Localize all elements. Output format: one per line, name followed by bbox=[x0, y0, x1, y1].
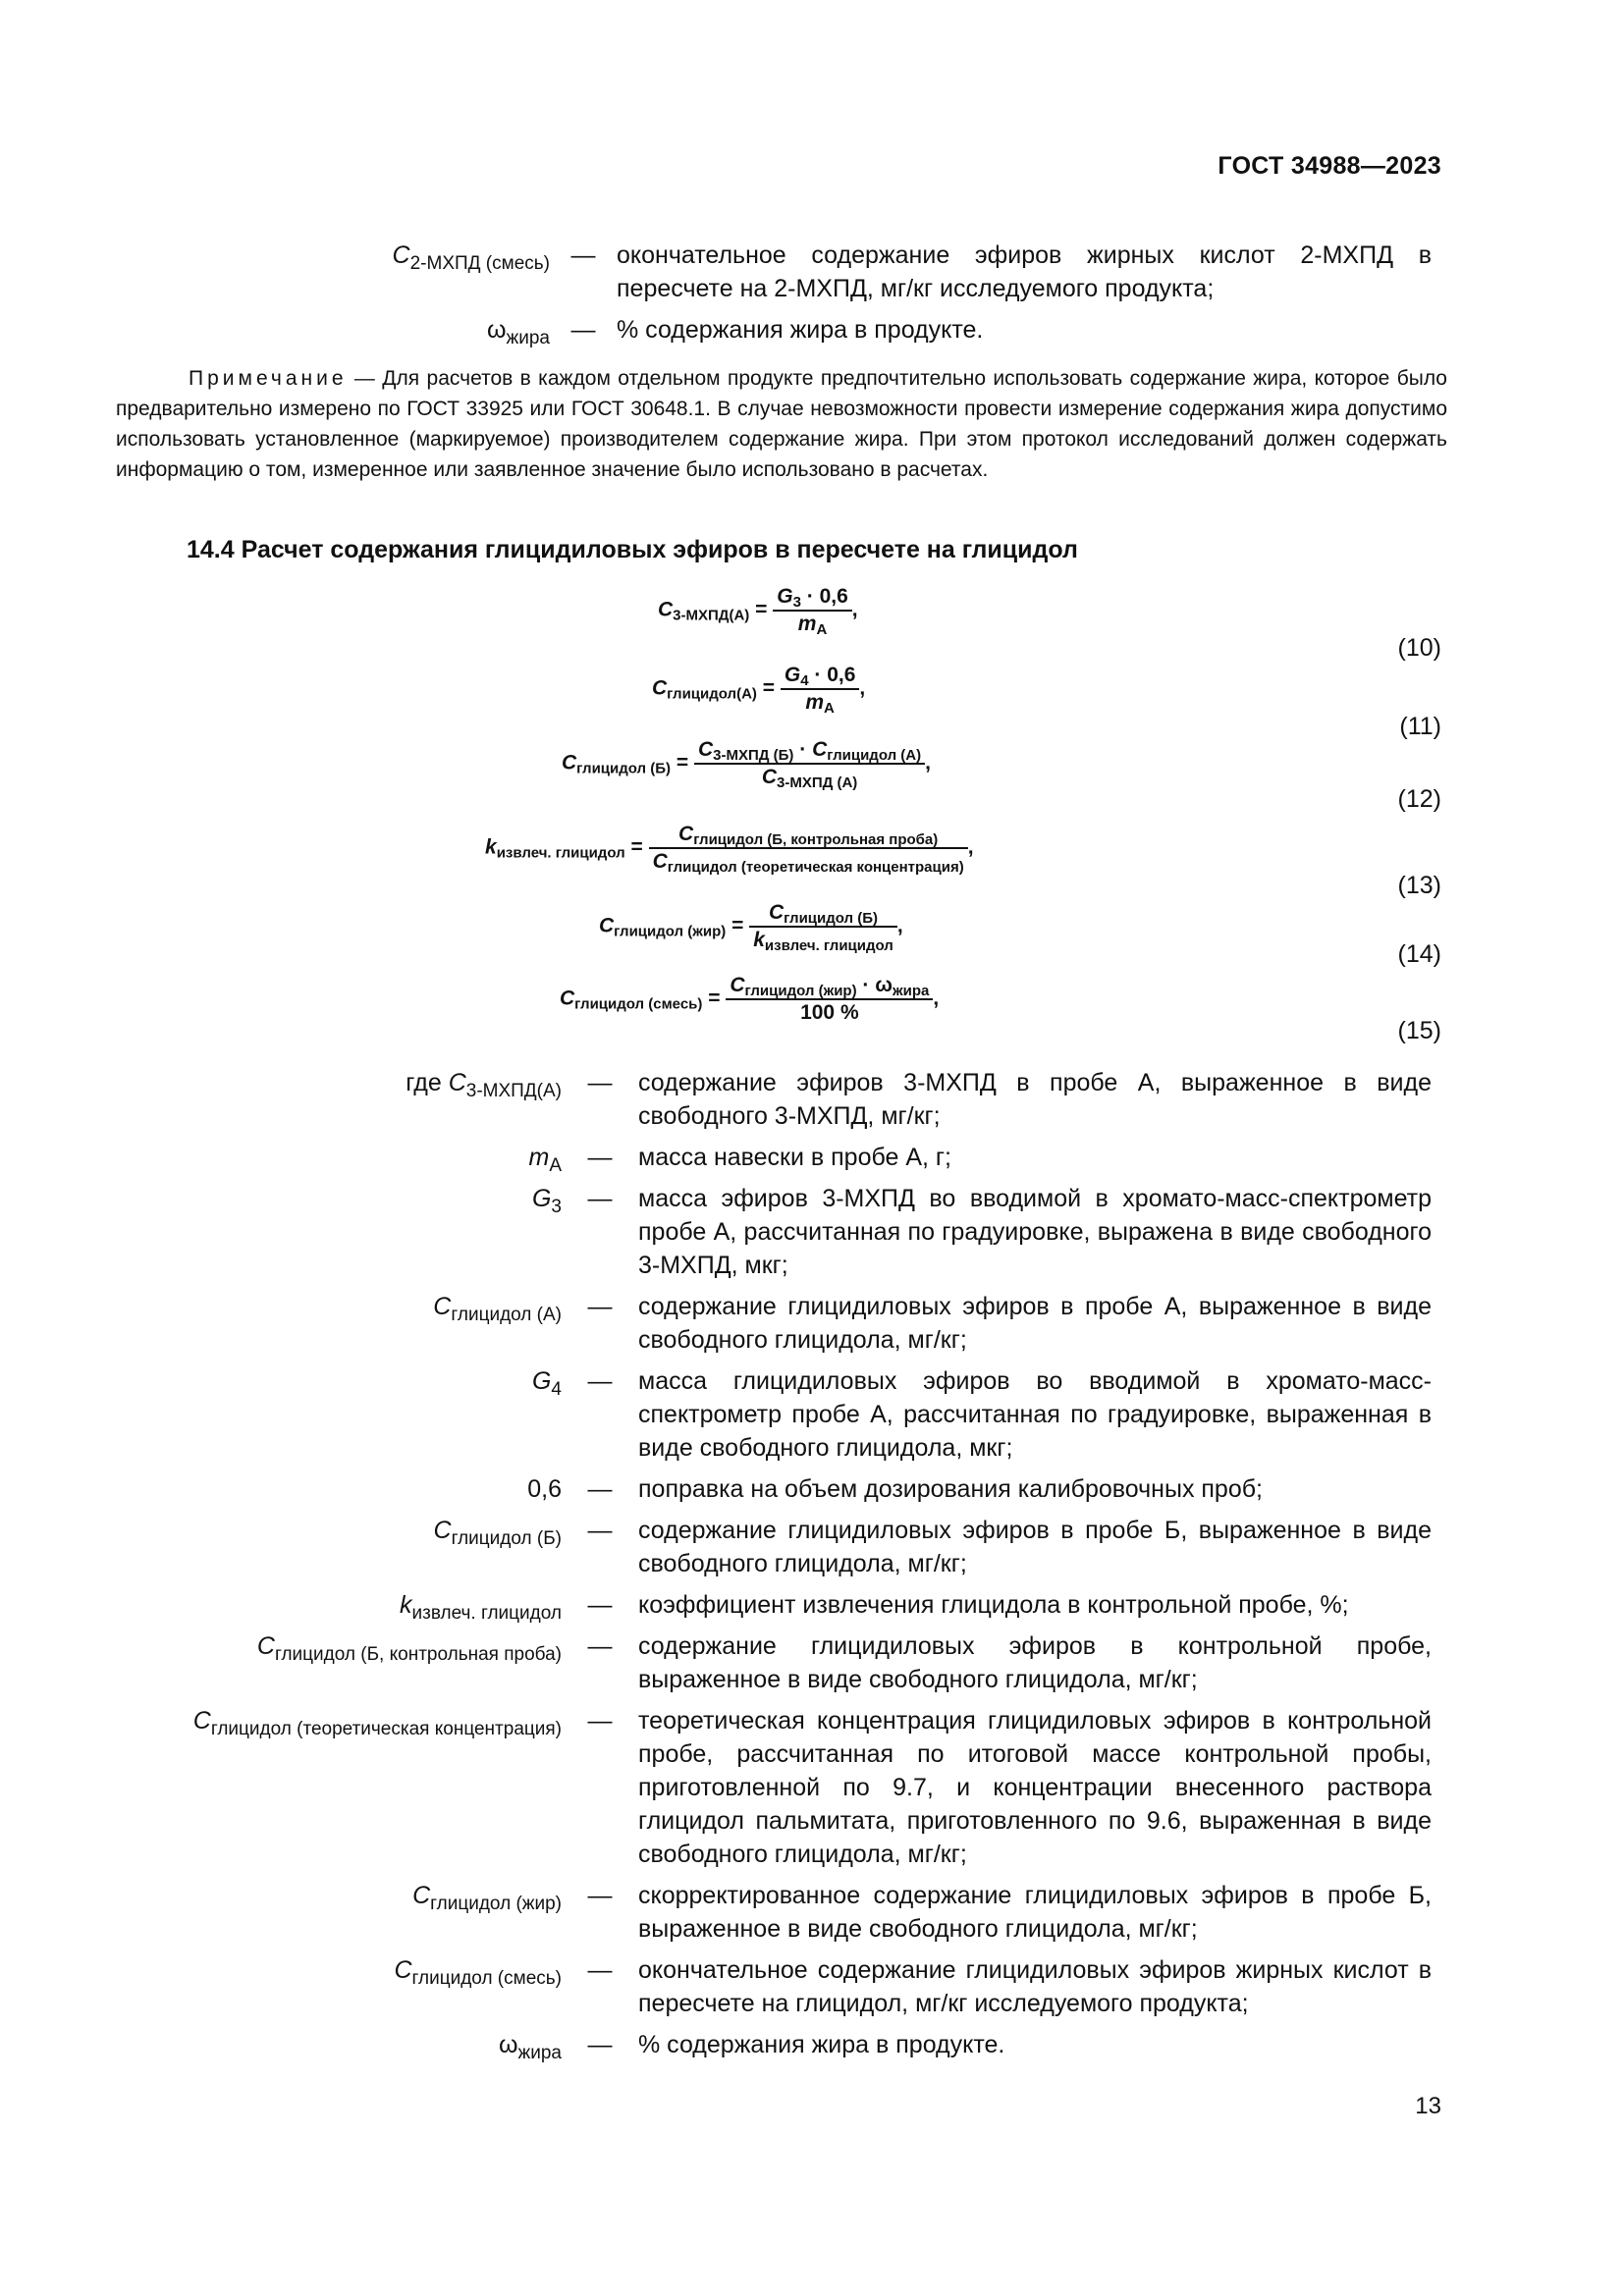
definition-symbol: $\omega_{жира}$ bbox=[487, 316, 550, 348]
definition-dash: — bbox=[587, 2031, 613, 2058]
definition-symbol: $G_4$ bbox=[531, 1367, 562, 1400]
definition-dash: — bbox=[587, 1144, 613, 1171]
definition-row bbox=[0, 1953, 1624, 2020]
definition-row bbox=[0, 239, 1624, 305]
definition-symbol: $C_{глицидол (жир)}$ bbox=[412, 1882, 562, 1914]
definition-symbol: 0,6 bbox=[527, 1475, 562, 1503]
definition-text: окончательное содержание эфиров жирных кислот 2-МХПД в пересчете на 2-МХПД, мг/кг исследуемого продукта; bbox=[617, 241, 1432, 302]
note-paragraph bbox=[116, 363, 1447, 485]
definition-row bbox=[0, 1364, 1624, 1465]
definition-symbol: $k_{извлеч. глицидол}$ bbox=[400, 1591, 562, 1624]
definition-row bbox=[0, 1588, 1624, 1622]
equation-number: (12) bbox=[1397, 785, 1441, 813]
definition-dash: — bbox=[587, 1591, 613, 1619]
definition-row bbox=[0, 1182, 1624, 1282]
definition-row bbox=[0, 1704, 1624, 1871]
equation-12: $C_{глицидол (Б)}$ = $\frac{C_{3-МХПД (Б)} \cdot C_{глицидол (А)}}{C_{3-МХПД (А)}}$ , bbox=[562, 738, 931, 791]
definition-symbol: $C_{глицидол (Б)}$ bbox=[433, 1517, 562, 1549]
definition-dash: — bbox=[587, 1185, 613, 1212]
equation-number: (15) bbox=[1397, 1017, 1441, 1044]
definition-dash: — bbox=[587, 1882, 613, 1909]
definition-row bbox=[0, 2028, 1624, 2061]
definition-dash: — bbox=[587, 1367, 613, 1395]
definition-text: теоретическая концентрация глицидиловых эфиров в контрольной пробе, рассчитанная по итоговой массе контрольной пробы, приготовленной по 9.7, и концентрации внесенного раствора глицидол пальмитата, приготовленного по 9.6, выраженная в виде свободного глицидола, мг/кг; bbox=[638, 1707, 1432, 1868]
equation-14: $C_{глицидол (жир)}$ = $\frac{C_{глицидол (Б)}}{k_{извлеч. глицидол}}$ , bbox=[599, 901, 903, 954]
definition-text: скорректированное содержание глицидиловых эфиров в пробе Б, выраженное в виде свободного глицидола, мг/кг; bbox=[638, 1882, 1432, 1943]
section-heading: 14.4 Расчет содержания глицидиловых эфиров в пересчете на глицидол bbox=[187, 536, 1078, 563]
definition-text: окончательное содержание глицидиловых эфиров жирных кислот в пересчете на глицидол, мг/кг исследуемого продукта; bbox=[638, 1956, 1432, 2017]
definition-symbol: $C_{глицидол (смесь)}$ bbox=[394, 1956, 562, 1989]
definition-text: содержание глицидиловых эфиров в пробе Б, выраженное в виде свободного глицидола, мг/кг; bbox=[638, 1517, 1432, 1577]
definition-row bbox=[0, 1066, 1624, 1133]
definition-dash: — bbox=[587, 1632, 613, 1660]
definition-row bbox=[0, 1472, 1624, 1506]
definition-symbol: $C_{2-МХПД (смесь)}$ bbox=[392, 241, 550, 274]
definition-text: поправка на объем дозирования калибровочных проб; bbox=[638, 1475, 1263, 1503]
document-header: ГОСТ 34988—2023 bbox=[1218, 152, 1441, 180]
definition-text: содержание эфиров 3-МХПД в пробе А, выраженное в виде свободного 3-МХПД, мг/кг; bbox=[638, 1069, 1432, 1130]
definition-dash: — bbox=[570, 316, 596, 344]
definition-text: масса эфиров 3-МХПД во вводимой в хромато-масс-спектрометр пробе А, рассчитанная по градуировке, выраженa в виде свободного 3-МХПД, мкг; bbox=[638, 1185, 1432, 1279]
definition-symbol: где $C_{3-МХПД(А)}$ bbox=[406, 1069, 562, 1101]
definition-dash: — bbox=[587, 1069, 613, 1096]
equation-number: (11) bbox=[1399, 713, 1441, 740]
equation-number: (13) bbox=[1397, 872, 1441, 899]
top-definitions bbox=[0, 239, 1624, 354]
definition-symbol: $m_А$ bbox=[528, 1144, 562, 1176]
definition-dash: — bbox=[587, 1956, 613, 1984]
definition-row bbox=[0, 1290, 1624, 1357]
definition-dash: — bbox=[587, 1517, 613, 1544]
equation-10: $C_{3-МХПД(А)}$ = $\frac{G_3 \cdot 0,6}{m_А}$ , bbox=[658, 585, 858, 638]
equation-15: $C_{глицидол (смесь)}$ = $\frac{C_{глицидол (жир)} \cdot \omega_{жира}}{100 \%}$ , bbox=[560, 974, 940, 1024]
where-definitions bbox=[0, 1066, 1624, 2069]
definition-dash: — bbox=[587, 1293, 613, 1320]
definition-row bbox=[0, 1629, 1624, 1696]
definition-symbol: $C_{глицидол (теоретическая концентрация)}$ bbox=[192, 1707, 562, 1739]
note-label: Примечание bbox=[189, 367, 348, 390]
definition-text: содержание глицидиловых эфиров в контрольной пробе, выраженное в виде свободного глицидола, мг/кг; bbox=[638, 1632, 1432, 1693]
definition-text: коэффициент извлечения глицидола в контрольной пробе, %; bbox=[638, 1591, 1349, 1619]
definition-dash: — bbox=[587, 1475, 613, 1503]
definition-text: содержание глицидиловых эфиров в пробе А, выраженное в виде свободного глицидола, мг/кг; bbox=[638, 1293, 1432, 1354]
definition-text: масса глицидиловых эфиров во вводимой в хромато-масс-спектрометр пробе А, рассчитанная по градуировке, выраженная в виде свободного глицидола, мкг; bbox=[638, 1367, 1432, 1462]
definition-symbol: $C_{глицидол (Б, контрольная проба)}$ bbox=[256, 1632, 562, 1665]
definition-row bbox=[0, 1514, 1624, 1580]
definition-row bbox=[0, 313, 1624, 347]
definition-row bbox=[0, 1141, 1624, 1174]
definition-dash: — bbox=[570, 241, 596, 269]
equation-11: $C_{глицидол(А)}$ = $\frac{G_4 \cdot 0,6}{m_А}$ , bbox=[652, 664, 866, 717]
page-number: 13 bbox=[1415, 2093, 1441, 2119]
definition-text: % содержания жира в продукте. bbox=[617, 316, 984, 344]
definition-symbol: $C_{глицидол (А)}$ bbox=[433, 1293, 562, 1325]
definition-dash: — bbox=[587, 1707, 613, 1735]
equation-13: $k_{извлеч. глицидол}$ = $\frac{C_{глицидол (Б, контрольная проба)}}{C_{глицидол (теоретическая концентрация)}}$ , bbox=[485, 823, 974, 876]
equation-number: (10) bbox=[1397, 634, 1441, 662]
definition-symbol: $G_3$ bbox=[531, 1185, 562, 1217]
definition-text: % содержания жира в продукте. bbox=[638, 2031, 1005, 2058]
note-text: — Для расчетов в каждом отдельном продукте предпочтительно использовать содержание жира, которое было предварительно измерено по ГОСТ 33925 или ГОСТ 30648.1. В случае невозможности провести измерение содержания жира допустимо использовать установленное (маркируемое) производителем содержание жира. При этом протокол исследований должен содержать информацию о том, измеренное или заявленное значение было использовано в расчетах. bbox=[116, 367, 1447, 481]
definition-symbol: $\omega_{жира}$ bbox=[499, 2031, 562, 2063]
definition-row bbox=[0, 1879, 1624, 1946]
definition-text: масса навески в пробе А, г; bbox=[638, 1144, 951, 1171]
equation-number: (14) bbox=[1397, 940, 1441, 968]
